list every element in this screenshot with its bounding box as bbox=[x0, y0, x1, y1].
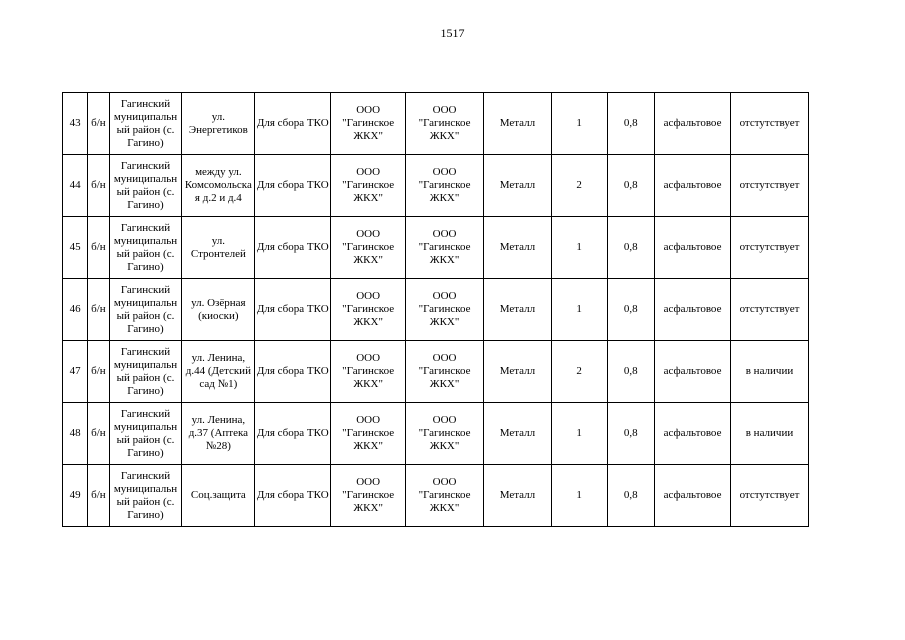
registry-id: б/н bbox=[88, 155, 109, 217]
surface-cell: асфальтовое bbox=[655, 341, 731, 403]
operator-cell: ООО "Гагинское ЖКХ" bbox=[406, 93, 484, 155]
purpose-cell: Для сбора ТКО bbox=[255, 465, 331, 527]
surface-cell: асфальтовое bbox=[655, 93, 731, 155]
material-cell: Металл bbox=[484, 93, 552, 155]
registry-id: б/н bbox=[88, 217, 109, 279]
surface-cell: асфальтовое bbox=[655, 465, 731, 527]
container-count-cell: 1 bbox=[551, 279, 607, 341]
address-cell: ул. Стронтелей bbox=[182, 217, 255, 279]
registry-id: б/н bbox=[88, 403, 109, 465]
volume-cell: 0,8 bbox=[607, 341, 655, 403]
fence-cell: отстутствует bbox=[730, 465, 808, 527]
volume-cell: 0,8 bbox=[607, 93, 655, 155]
surface-cell: асфальтовое bbox=[655, 403, 731, 465]
registry-id: б/н bbox=[88, 93, 109, 155]
material-cell: Металл bbox=[484, 341, 552, 403]
table-row bbox=[63, 155, 809, 217]
table-row bbox=[63, 341, 809, 403]
row-number: 48 bbox=[63, 403, 88, 465]
volume-cell: 0,8 bbox=[607, 403, 655, 465]
fence-cell: отстутствует bbox=[730, 279, 808, 341]
surface-cell: асфальтовое bbox=[655, 279, 731, 341]
container-count-cell: 2 bbox=[551, 155, 607, 217]
container-count-cell: 1 bbox=[551, 403, 607, 465]
purpose-cell: Для сбора ТКО bbox=[255, 341, 331, 403]
district-cell: Гагинский муниципальный район (с. Гагино) bbox=[109, 341, 182, 403]
row-number: 49 bbox=[63, 465, 88, 527]
district-cell: Гагинский муниципальный район (с. Гагино) bbox=[109, 465, 182, 527]
volume-cell: 0,8 bbox=[607, 217, 655, 279]
address-cell: ул. Ленина, д.37 (Аптека №28) bbox=[182, 403, 255, 465]
row-number: 43 bbox=[63, 93, 88, 155]
table-row bbox=[63, 279, 809, 341]
operator-cell: ООО "Гагинское ЖКХ" bbox=[406, 341, 484, 403]
owner-cell: ООО "Гагинское ЖКХ" bbox=[331, 341, 406, 403]
owner-cell: ООО "Гагинское ЖКХ" bbox=[331, 279, 406, 341]
registry-id: б/н bbox=[88, 341, 109, 403]
page-number: 1517 bbox=[440, 26, 465, 40]
material-cell: Металл bbox=[484, 465, 552, 527]
address-cell: ул. Озёрная (киоски) bbox=[182, 279, 255, 341]
address-cell: Соц.защита bbox=[182, 465, 255, 527]
district-cell: Гагинский муниципальный район (с. Гагино) bbox=[109, 279, 182, 341]
purpose-cell: Для сбора ТКО bbox=[255, 93, 331, 155]
waste-sites-table bbox=[62, 92, 809, 527]
fence-cell: в наличии bbox=[730, 341, 808, 403]
volume-cell: 0,8 bbox=[607, 279, 655, 341]
registry-id: б/н bbox=[88, 279, 109, 341]
owner-cell: ООО "Гагинское ЖКХ" bbox=[331, 93, 406, 155]
row-number: 44 bbox=[63, 155, 88, 217]
operator-cell: ООО "Гагинское ЖКХ" bbox=[406, 279, 484, 341]
district-cell: Гагинский муниципальный район (с. Гагино) bbox=[109, 403, 182, 465]
fence-cell: отстутствует bbox=[730, 217, 808, 279]
material-cell: Металл bbox=[484, 217, 552, 279]
volume-cell: 0,8 bbox=[607, 155, 655, 217]
operator-cell: ООО "Гагинское ЖКХ" bbox=[406, 465, 484, 527]
surface-cell: асфальтовое bbox=[655, 155, 731, 217]
table-row bbox=[63, 217, 809, 279]
purpose-cell: Для сбора ТКО bbox=[255, 279, 331, 341]
container-count-cell: 1 bbox=[551, 217, 607, 279]
table-row bbox=[63, 93, 809, 155]
registry-id: б/н bbox=[88, 465, 109, 527]
table-row bbox=[63, 403, 809, 465]
operator-cell: ООО "Гагинское ЖКХ" bbox=[406, 403, 484, 465]
owner-cell: ООО "Гагинское ЖКХ" bbox=[331, 155, 406, 217]
district-cell: Гагинский муниципальный район (с. Гагино) bbox=[109, 217, 182, 279]
surface-cell: асфальтовое bbox=[655, 217, 731, 279]
purpose-cell: Для сбора ТКО bbox=[255, 155, 331, 217]
fence-cell: отстутствует bbox=[730, 155, 808, 217]
operator-cell: ООО "Гагинское ЖКХ" bbox=[406, 155, 484, 217]
district-cell: Гагинский муниципальный район (с. Гагино) bbox=[109, 155, 182, 217]
container-count-cell: 2 bbox=[551, 341, 607, 403]
material-cell: Металл bbox=[484, 279, 552, 341]
address-cell: ул. Ленина, д.44 (Детский сад №1) bbox=[182, 341, 255, 403]
row-number: 45 bbox=[63, 217, 88, 279]
address-cell: между ул. Комсомольская д.2 и д.4 bbox=[182, 155, 255, 217]
fence-cell: отстутствует bbox=[730, 93, 808, 155]
table-row bbox=[63, 465, 809, 527]
operator-cell: ООО "Гагинское ЖКХ" bbox=[406, 217, 484, 279]
owner-cell: ООО "Гагинское ЖКХ" bbox=[331, 217, 406, 279]
purpose-cell: Для сбора ТКО bbox=[255, 217, 331, 279]
container-count-cell: 1 bbox=[551, 465, 607, 527]
owner-cell: ООО "Гагинское ЖКХ" bbox=[331, 403, 406, 465]
fence-cell: в наличии bbox=[730, 403, 808, 465]
district-cell: Гагинский муниципальный район (с. Гагино) bbox=[109, 93, 182, 155]
material-cell: Металл bbox=[484, 403, 552, 465]
volume-cell: 0,8 bbox=[607, 465, 655, 527]
purpose-cell: Для сбора ТКО bbox=[255, 403, 331, 465]
address-cell: ул. Энергетиков bbox=[182, 93, 255, 155]
row-number: 47 bbox=[63, 341, 88, 403]
material-cell: Металл bbox=[484, 155, 552, 217]
row-number: 46 bbox=[63, 279, 88, 341]
container-count-cell: 1 bbox=[551, 93, 607, 155]
owner-cell: ООО "Гагинское ЖКХ" bbox=[331, 465, 406, 527]
